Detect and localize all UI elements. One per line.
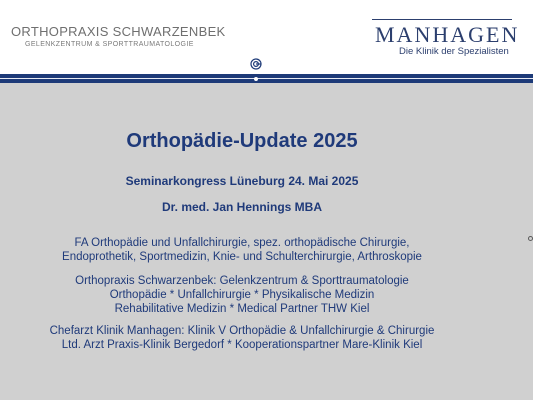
position-line: Ltd. Arzt Praxis-Klinik Bergedorf * Kooperationspartner Mare-Klinik Kiel bbox=[61, 339, 423, 351]
practice-name: ORTHOPRAXIS SCHWARZENBEK bbox=[11, 24, 226, 39]
brand-logo-name: MANHAGEN bbox=[375, 22, 520, 47]
qualifications-block bbox=[0, 236, 484, 264]
slide-subtitle: Seminarkongress Lüneburg 24. Mai 2025 bbox=[125, 174, 359, 188]
positions-block bbox=[0, 324, 484, 352]
practice-line: Orthopädie * Unfallchirurgie * Physikalische Medizin bbox=[109, 289, 375, 301]
practice-subtitle: GELENKZENTRUM & SPORTTRAUMATOLOGIE bbox=[25, 41, 194, 48]
logo-mark-icon bbox=[250, 58, 262, 70]
slide-header bbox=[0, 0, 533, 82]
practice-line: Orthopraxis Schwarzenbek: Gelenkzentrum & Sporttraumatologie bbox=[75, 275, 409, 287]
author-name: Dr. med. Jan Hennings MBA bbox=[161, 200, 323, 214]
slide-content bbox=[0, 83, 533, 400]
position-line: Chefarzt Klinik Manhagen: Klinik V Orthopädie & Unfallchirurgie & Chirurgie bbox=[49, 325, 435, 337]
qualification-line: FA Orthopädie und Unfallchirurgie, spez. orthopädische Chirurgie, bbox=[74, 237, 410, 249]
slide-title: Orthopädie-Update 2025 bbox=[126, 130, 358, 152]
header-divider-line bbox=[0, 78, 533, 79]
brand-rule bbox=[372, 19, 512, 20]
edge-marker-icon bbox=[528, 236, 533, 241]
practice-line: Rehabilitative Medizin * Medical Partner THW Kiel bbox=[114, 303, 370, 315]
qualification-line: Endoprothetik, Sportmedizin, Knie- und Schulterchirurgie, Arthroskopie bbox=[62, 251, 422, 263]
practice-block bbox=[0, 274, 484, 316]
divider-dot bbox=[254, 77, 258, 81]
brand-tagline: Die Klinik der Spezialisten bbox=[399, 46, 509, 57]
